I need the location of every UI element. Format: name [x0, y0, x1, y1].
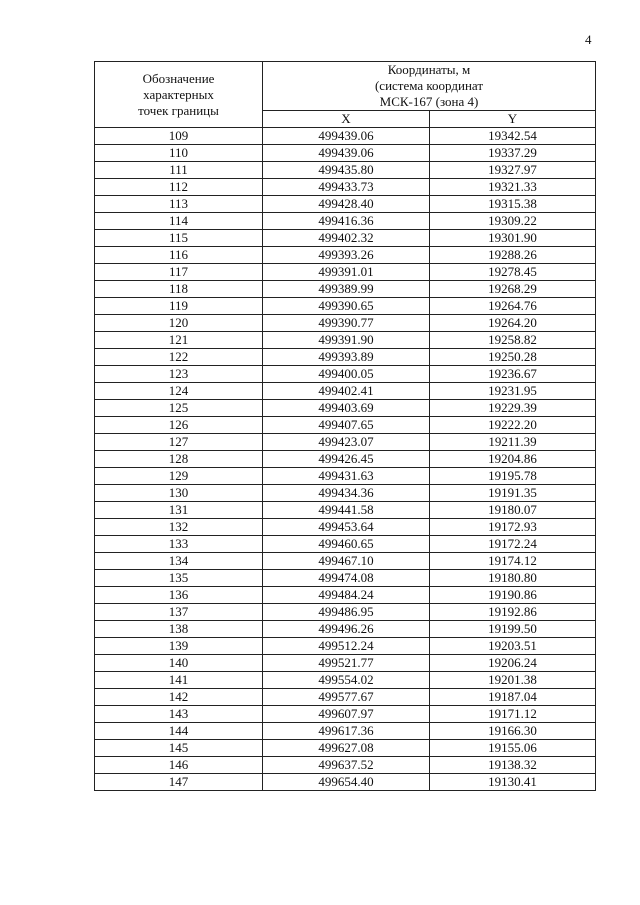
- x-coordinate-cell: 499617.36: [263, 723, 430, 740]
- table-row: [95, 451, 596, 468]
- x-coordinate-cell: 499486.95: [263, 604, 430, 621]
- y-coordinate-cell: 19342.54: [430, 128, 596, 145]
- x-coordinate-cell: 499390.77: [263, 315, 430, 332]
- table-row: [95, 604, 596, 621]
- y-coordinate-cell: 19211.39: [430, 434, 596, 451]
- point-cell: 147: [95, 774, 263, 791]
- table-row: [95, 587, 596, 604]
- y-coordinate-cell: 19180.07: [430, 502, 596, 519]
- x-coordinate-cell: 499431.63: [263, 468, 430, 485]
- x-coordinate-cell: 499426.45: [263, 451, 430, 468]
- table-row: [95, 774, 596, 791]
- coords-header-line: Координаты, м: [387, 62, 471, 77]
- y-coordinate-cell: 19204.86: [430, 451, 596, 468]
- y-coordinate-cell: 19180.80: [430, 570, 596, 587]
- point-cell: 145: [95, 740, 263, 757]
- x-coordinate-cell: 499439.06: [263, 145, 430, 162]
- point-cell: 113: [95, 196, 263, 213]
- table-row: [95, 621, 596, 638]
- point-cell: 110: [95, 145, 263, 162]
- x-coordinate-cell: 499435.80: [263, 162, 430, 179]
- y-coordinate-cell: 19172.24: [430, 536, 596, 553]
- point-cell: 120: [95, 315, 263, 332]
- x-coordinate-cell: 499390.65: [263, 298, 430, 315]
- x-coordinate-cell: 499393.26: [263, 247, 430, 264]
- point-cell: 122: [95, 349, 263, 366]
- point-header-line: характерных: [143, 86, 214, 102]
- table-row: [95, 468, 596, 485]
- table-row: [95, 213, 596, 230]
- point-cell: 109: [95, 128, 263, 145]
- y-coordinate-cell: 19229.39: [430, 400, 596, 417]
- table-row: [95, 553, 596, 570]
- point-cell: 116: [95, 247, 263, 264]
- y-coordinate-cell: 19138.32: [430, 757, 596, 774]
- y-coordinate-cell: 19206.24: [430, 655, 596, 672]
- point-cell: 111: [95, 162, 263, 179]
- x-coordinate-cell: 499577.67: [263, 689, 430, 706]
- point-cell: 134: [95, 553, 263, 570]
- page-number: 4: [585, 32, 592, 47]
- table-row: [95, 536, 596, 553]
- point-cell: 129: [95, 468, 263, 485]
- table-row: [95, 281, 596, 298]
- point-header-line: точек границы: [138, 102, 219, 118]
- y-coordinate-cell: 19191.35: [430, 485, 596, 502]
- x-coordinate-cell: 499416.36: [263, 213, 430, 230]
- point-cell: 131: [95, 502, 263, 519]
- y-coordinate-cell: 19192.86: [430, 604, 596, 621]
- point-cell: 143: [95, 706, 263, 723]
- y-coordinate-cell: 19172.93: [430, 519, 596, 536]
- y-coordinate-cell: 19190.86: [430, 587, 596, 604]
- point-cell: 137: [95, 604, 263, 621]
- table-row: [95, 349, 596, 366]
- x-coordinate-cell: 499389.99: [263, 281, 430, 298]
- point-cell: 128: [95, 451, 263, 468]
- x-coordinate-cell: 499434.36: [263, 485, 430, 502]
- x-coordinate-cell: 499654.40: [263, 774, 430, 791]
- x-coordinate-cell: 499441.58: [263, 502, 430, 519]
- x-coordinate-cell: 499496.26: [263, 621, 430, 638]
- x-coordinate-cell: 499512.24: [263, 638, 430, 655]
- y-coordinate-cell: 19195.78: [430, 468, 596, 485]
- y-coordinate-cell: 19337.29: [430, 145, 596, 162]
- table-body: [95, 128, 596, 791]
- x-coordinate-cell: 499400.05: [263, 366, 430, 383]
- table-row: [95, 162, 596, 179]
- y-coordinate-cell: 19166.30: [430, 723, 596, 740]
- point-cell: 112: [95, 179, 263, 196]
- table-row: [95, 366, 596, 383]
- y-coordinate-cell: 19250.28: [430, 349, 596, 366]
- table-row: [95, 145, 596, 162]
- table-row: [95, 128, 596, 145]
- table-row: [95, 298, 596, 315]
- x-coordinate-cell: 499627.08: [263, 740, 430, 757]
- x-coordinate-cell: 499433.73: [263, 179, 430, 196]
- table-row: [95, 247, 596, 264]
- x-coordinate-cell: 499554.02: [263, 672, 430, 689]
- point-cell: 127: [95, 434, 263, 451]
- x-coordinate-cell: 499391.01: [263, 264, 430, 281]
- point-cell: 139: [95, 638, 263, 655]
- y-coordinate-cell: 19203.51: [430, 638, 596, 655]
- table-row: [95, 723, 596, 740]
- x-coordinate-cell: 499402.32: [263, 230, 430, 247]
- point-cell: 125: [95, 400, 263, 417]
- table-row: [95, 196, 596, 213]
- point-cell: 144: [95, 723, 263, 740]
- y-coordinate-cell: 19155.06: [430, 740, 596, 757]
- point-cell: 141: [95, 672, 263, 689]
- point-cell: 118: [95, 281, 263, 298]
- table-row: [95, 689, 596, 706]
- point-cell: 119: [95, 298, 263, 315]
- point-cell: 126: [95, 417, 263, 434]
- table-row: [95, 706, 596, 723]
- table-row: [95, 740, 596, 757]
- table-row: [95, 332, 596, 349]
- x-coordinate-cell: 499521.77: [263, 655, 430, 672]
- table-row: [95, 315, 596, 332]
- y-coordinate-cell: 19187.04: [430, 689, 596, 706]
- y-coordinate-cell: 19301.90: [430, 230, 596, 247]
- x-coordinate-cell: 499484.24: [263, 587, 430, 604]
- table-row: [95, 264, 596, 281]
- y-coordinate-cell: 19278.45: [430, 264, 596, 281]
- y-coordinate-cell: 19268.29: [430, 281, 596, 298]
- y-coordinate-cell: 19258.82: [430, 332, 596, 349]
- table-row: [95, 434, 596, 451]
- x-coordinate-cell: 499453.64: [263, 519, 430, 536]
- x-coordinate-cell: 499467.10: [263, 553, 430, 570]
- table-row: [95, 417, 596, 434]
- point-cell: 114: [95, 213, 263, 230]
- y-coordinate-cell: 19315.38: [430, 196, 596, 213]
- y-coordinate-cell: 19201.38: [430, 672, 596, 689]
- coords-header-line: (система координат: [374, 78, 484, 93]
- x-coordinate-cell: 499474.08: [263, 570, 430, 587]
- y-coordinate-cell: 19321.33: [430, 179, 596, 196]
- table-row: [95, 230, 596, 247]
- x-coordinate-cell: 499460.65: [263, 536, 430, 553]
- x-coordinate-cell: 499403.69: [263, 400, 430, 417]
- coordinates-table: [94, 61, 596, 791]
- y-coordinate-cell: 19222.20: [430, 417, 596, 434]
- point-header-line: Обозначение: [142, 70, 215, 86]
- table-row: [95, 400, 596, 417]
- point-cell: 130: [95, 485, 263, 502]
- point-cell: 123: [95, 366, 263, 383]
- point-cell: 117: [95, 264, 263, 281]
- table-row: [95, 672, 596, 689]
- table-row: [95, 502, 596, 519]
- table-row: [95, 179, 596, 196]
- point-cell: 146: [95, 757, 263, 774]
- x-coordinate-cell: 499402.41: [263, 383, 430, 400]
- point-cell: 124: [95, 383, 263, 400]
- table-row: [95, 570, 596, 587]
- y-coordinate-cell: 19264.20: [430, 315, 596, 332]
- point-cell: 140: [95, 655, 263, 672]
- y-coordinate-cell: 19288.26: [430, 247, 596, 264]
- coordinates-column-header: [263, 62, 596, 111]
- x-coordinate-cell: 499407.65: [263, 417, 430, 434]
- y-coordinate-cell: 19309.22: [430, 213, 596, 230]
- coords-header-line: МСК-167 (зона 4): [379, 94, 479, 109]
- x-coordinate-cell: 499637.52: [263, 757, 430, 774]
- table-row: [95, 638, 596, 655]
- y-coordinate-cell: 19264.76: [430, 298, 596, 315]
- y-coordinate-cell: 19130.41: [430, 774, 596, 791]
- x-coordinate-cell: 499423.07: [263, 434, 430, 451]
- table-row: [95, 485, 596, 502]
- y-coordinate-cell: 19236.67: [430, 366, 596, 383]
- x-column-header: X: [263, 111, 430, 128]
- point-cell: 133: [95, 536, 263, 553]
- table-row: [95, 757, 596, 774]
- x-coordinate-cell: 499439.06: [263, 128, 430, 145]
- point-cell: 138: [95, 621, 263, 638]
- table-row: [95, 519, 596, 536]
- y-coordinate-cell: 19231.95: [430, 383, 596, 400]
- point-column-header: [95, 62, 263, 128]
- y-column-header: Y: [430, 111, 596, 128]
- x-coordinate-cell: 499428.40: [263, 196, 430, 213]
- y-coordinate-cell: 19199.50: [430, 621, 596, 638]
- point-cell: 115: [95, 230, 263, 247]
- x-coordinate-cell: 499393.89: [263, 349, 430, 366]
- y-coordinate-cell: 19174.12: [430, 553, 596, 570]
- table-row: [95, 655, 596, 672]
- y-coordinate-cell: 19171.12: [430, 706, 596, 723]
- point-cell: 132: [95, 519, 263, 536]
- point-cell: 121: [95, 332, 263, 349]
- y-coordinate-cell: 19327.97: [430, 162, 596, 179]
- x-coordinate-cell: 499391.90: [263, 332, 430, 349]
- point-cell: 142: [95, 689, 263, 706]
- point-cell: 136: [95, 587, 263, 604]
- table-row: [95, 383, 596, 400]
- x-coordinate-cell: 499607.97: [263, 706, 430, 723]
- point-cell: 135: [95, 570, 263, 587]
